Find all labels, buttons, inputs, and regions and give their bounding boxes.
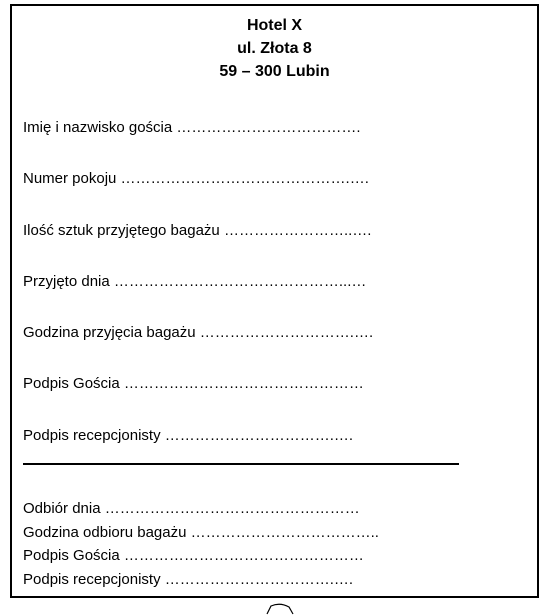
pickup-date-field: Odbiór dnia …………………………………………… xyxy=(23,500,360,517)
hotel-header xyxy=(12,14,537,83)
room-number-field: Numer pokoju ……………………………………….…. xyxy=(23,170,369,187)
hotel-name: Hotel X xyxy=(246,17,303,34)
pickup-guest-signature-field: Podpis Gościa ………………………………………… xyxy=(23,547,364,564)
pickup-receptionist-signature-field: Podpis recepcjonisty …………………………….…. xyxy=(23,571,354,588)
pickup-time-field: Godzina odbioru bagażu ……………………………….. xyxy=(23,524,379,541)
section-divider xyxy=(23,463,459,465)
guest-name-field: Imię i nazwisko gościa ………………………………. xyxy=(23,119,361,136)
receptionist-signature-field: Podpis recepcjonisty …………………………….…. xyxy=(23,427,354,444)
accepted-time-field: Godzina przyjęcia bagażu ………………………….…. xyxy=(23,324,374,341)
guest-signature-field: Podpis Gościa ………………………………………… xyxy=(23,375,364,392)
luggage-receipt-form xyxy=(10,4,539,598)
hotel-city: 59 – 300 Lubin xyxy=(219,63,330,80)
luggage-count-field: Ilość sztuk przyjętego bagażu ……………………..…. xyxy=(23,222,372,239)
accepted-date-field: Przyjęto dnia ………………………………………...… xyxy=(23,273,367,290)
cropped-mark xyxy=(265,601,295,615)
hotel-street: ul. Złota 8 xyxy=(237,40,312,57)
